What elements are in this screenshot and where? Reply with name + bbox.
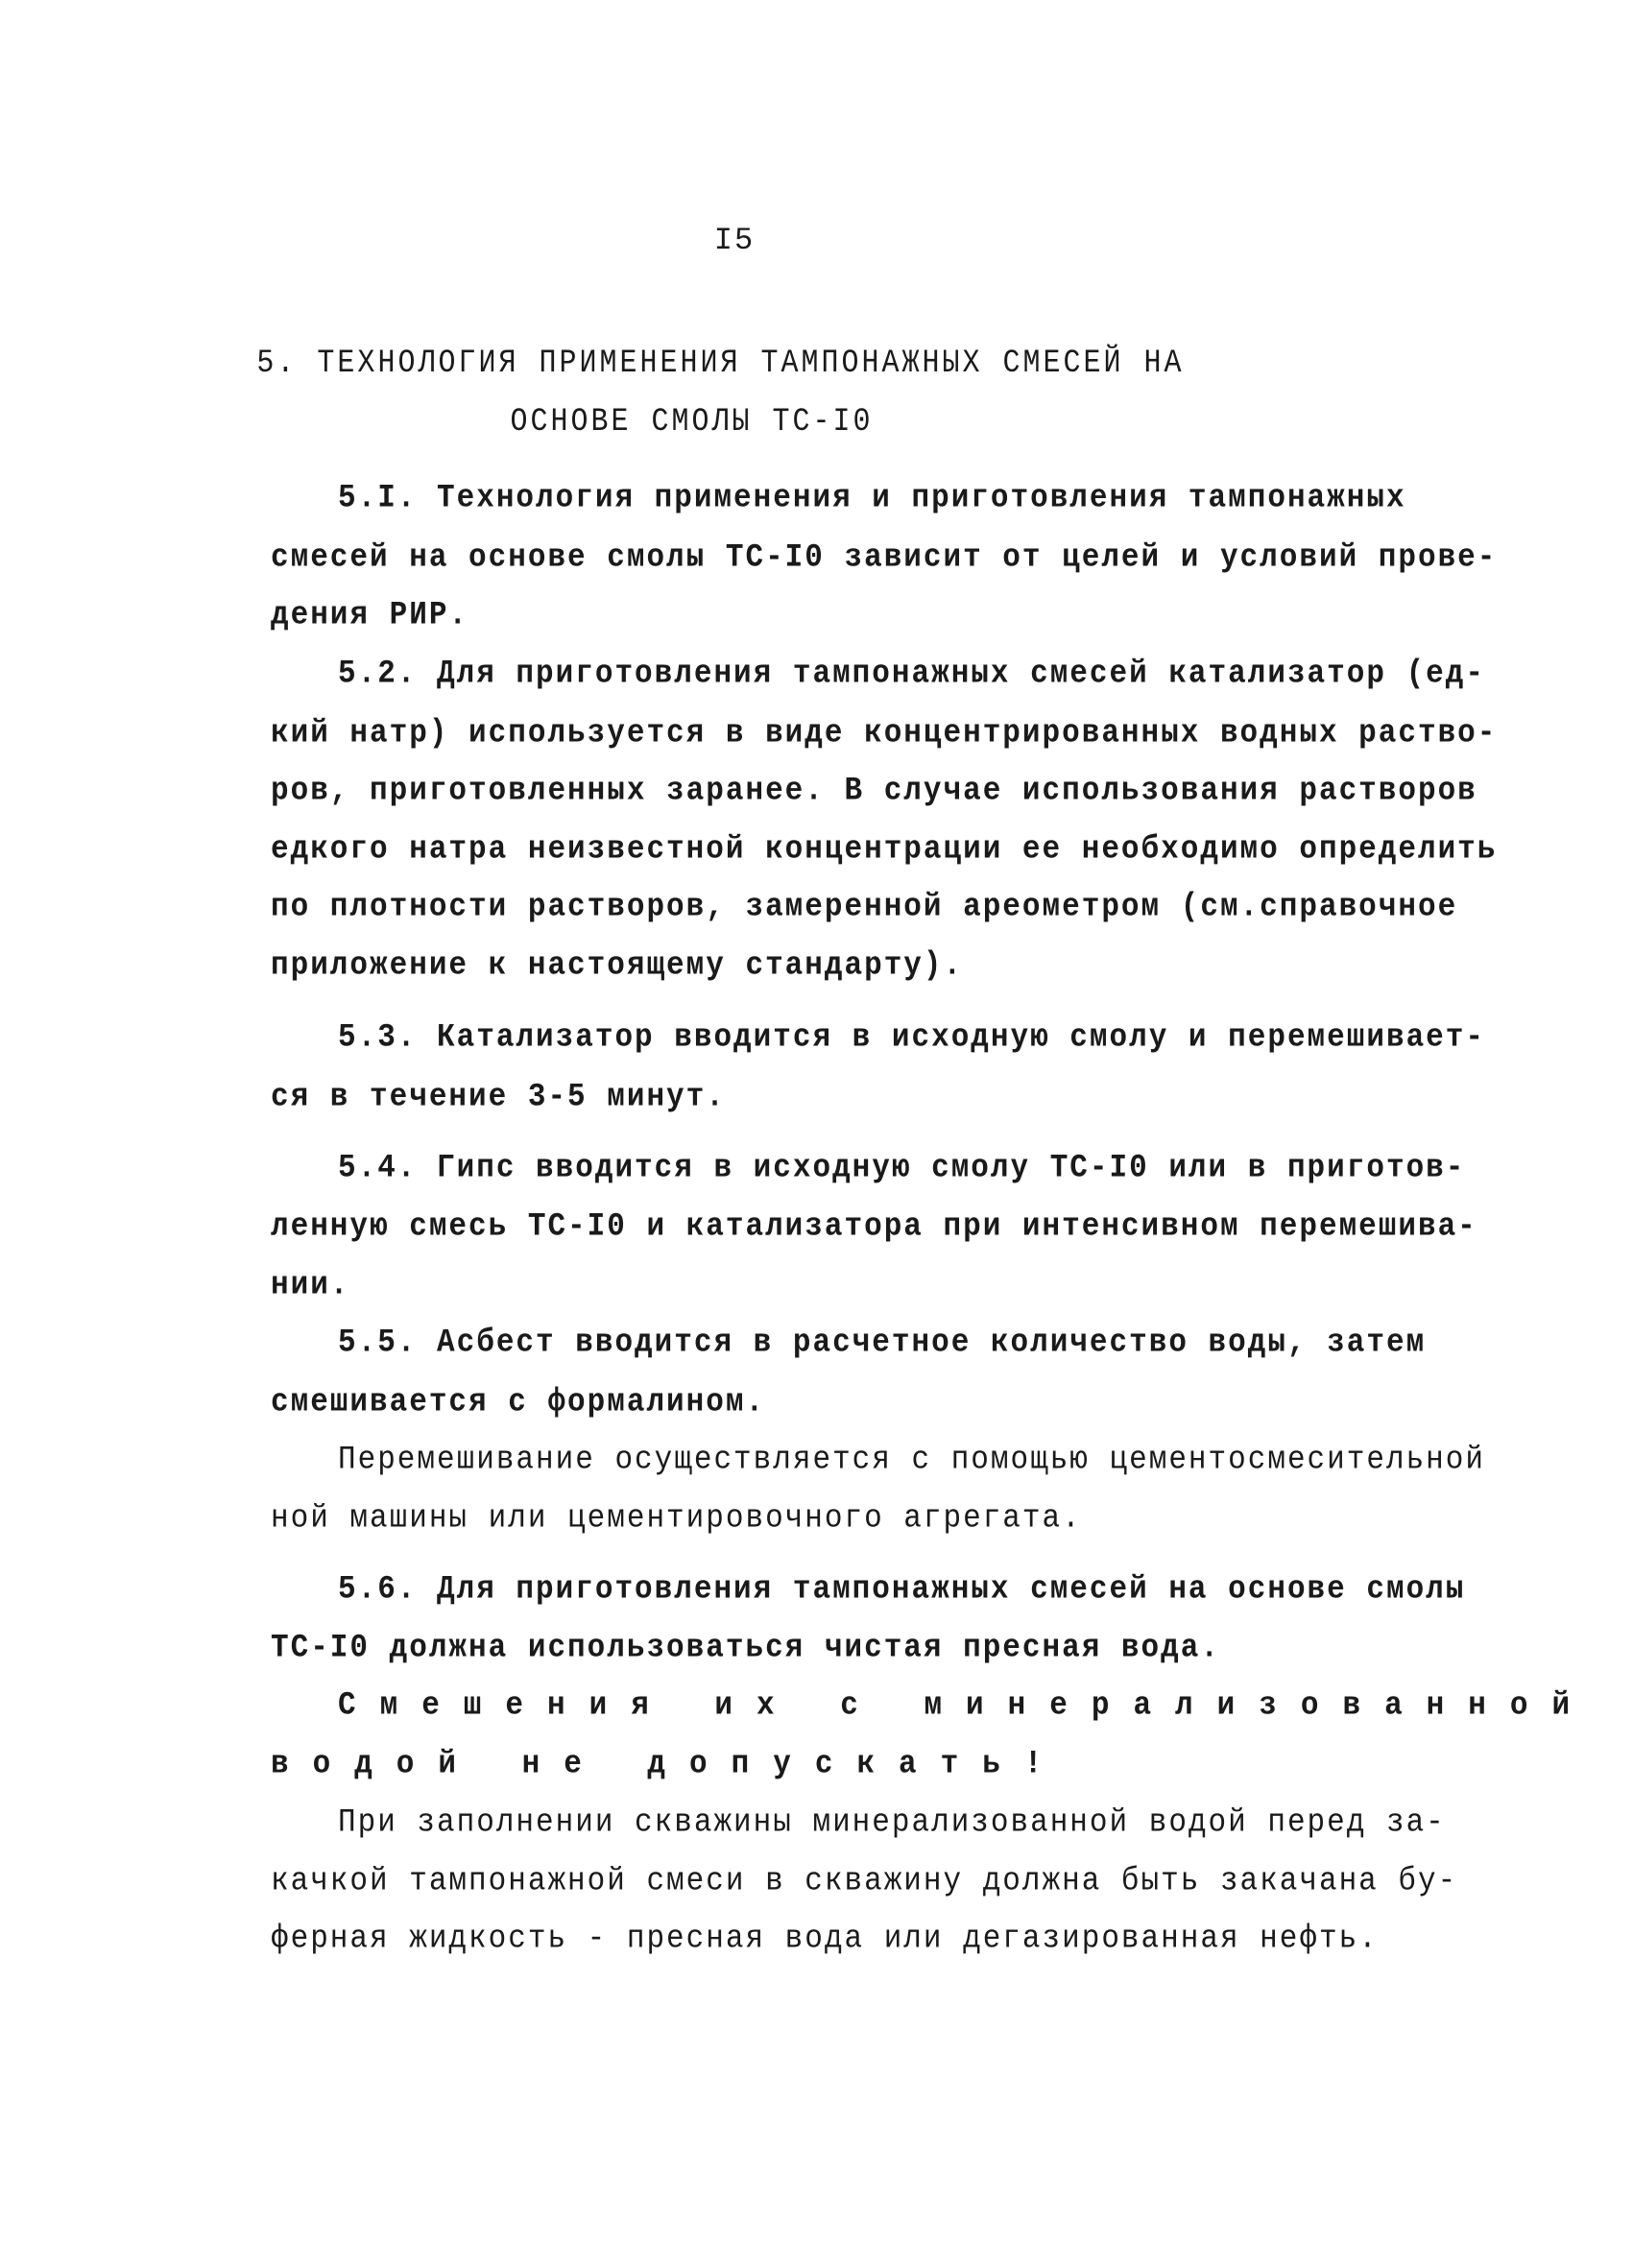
paragraph-mixing-line-2: ной машины или цементировочного агрегата. — [271, 1500, 1082, 1538]
paragraph-5-2-line-2: кий натр) используется в виде концентрированных водных раство- — [271, 715, 1498, 752]
paragraph-5-4-line-2: ленную смесь ТС-I0 и катализатора при интенсивном перемешива- — [271, 1208, 1477, 1246]
paragraph-5-1-line-3: дения РИР. — [271, 597, 469, 634]
paragraph-5-1-line-2: смесей на основе смолы ТС-I0 зависит от целей и условий прове- — [271, 539, 1498, 577]
page-number: I5 — [713, 223, 756, 258]
paragraph-5-4-line-1: 5.4. Гипс вводится в исходную смолу ТС-I0 или в приготов- — [338, 1150, 1466, 1187]
warning-line-1: Смешения их с минерализованной — [338, 1687, 1595, 1725]
paragraph-5-4-line-3: нии. — [271, 1267, 350, 1304]
paragraph-5-3-line-2: ся в течение 3-5 минут. — [271, 1079, 726, 1116]
paragraph-5-3-line-1: 5.3. Катализатор вводится в исходную смолу и перемешивает- — [338, 1019, 1485, 1057]
paragraph-5-2-line-1: 5.2. Для приготовления тампонажных смесей катализатор (ед- — [338, 656, 1485, 693]
paragraph-5-2-line-4: едкого натра неизвестной концентрации ее необходимо определить — [271, 831, 1498, 869]
paragraph-filling-line-1: При заполнении скважины минерализованной водой перед за- — [338, 1804, 1446, 1842]
paragraph-5-6-line-2: ТС-I0 должна использоваться чистая пресная вода. — [271, 1630, 1220, 1667]
paragraph-5-2-line-3: ров, приготовленных заранее. В случае использования растворов — [271, 773, 1477, 810]
paragraph-5-2-line-6: приложение к настоящему стандарту). — [271, 947, 964, 985]
section-heading-line-2: ОСНОВЕ СМОЛЫ ТС-I0 — [510, 403, 874, 442]
paragraph-5-2-line-5: по плотности растворов, замеренной ареометром (см.справочное — [271, 889, 1458, 926]
paragraph-5-6-line-1: 5.6. Для приготовления тампонажных смесей на основе смолы — [338, 1571, 1466, 1609]
paragraph-filling-line-2: качкой тампонажной смеси в скважину должна быть закачана бу- — [271, 1863, 1458, 1900]
paragraph-5-1-line-1: 5.I. Технология применения и приготовления тампонажных — [338, 480, 1406, 517]
paragraph-mixing-line-1: Перемешивание осуществляется с помощью цементосмесительной — [338, 1442, 1485, 1479]
section-heading-line-1: 5. ТЕХНОЛОГИЯ ПРИМЕНЕНИЯ ТАМПОНАЖНЫХ СМЕСЕЙ НА — [256, 345, 1185, 383]
paragraph-filling-line-3: ферная жидкость - пресная вода или дегазированная нефть. — [271, 1921, 1379, 1958]
paragraph-5-5-line-2: смешивается с формалином. — [271, 1384, 766, 1421]
warning-line-2: водой не допускать! — [271, 1746, 1067, 1783]
paragraph-5-5-line-1: 5.5. Асбест вводится в расчетное количество воды, затем — [338, 1325, 1427, 1362]
